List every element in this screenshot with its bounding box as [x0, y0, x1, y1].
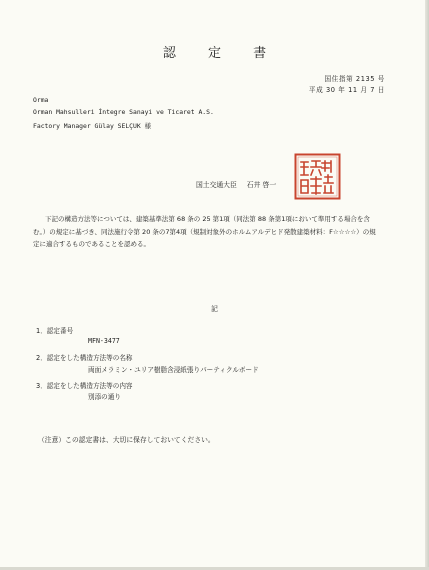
document-title: 認 定 書 — [162, 46, 281, 61]
issuer — [196, 179, 276, 189]
caution-note: （注意）この認定書は、大切に保存しておいてください。 — [38, 436, 215, 444]
item-1-heading: 1．認定番号 — [36, 327, 74, 335]
issuer-name: 石井 啓一 — [246, 181, 277, 189]
document-number: 国住指第 2135 号 — [324, 75, 385, 83]
page-edge-shadow — [425, 0, 429, 570]
item-2-value: 両面メラミン・ユリア樹脂含浸紙張りパーティクルボード — [88, 366, 259, 374]
item-1-value: MFN-3477 — [88, 337, 120, 345]
document-date: 平成 30 年 11 月 7 日 — [308, 86, 385, 94]
item-3-heading: 3．認定をした構造方法等の内容 — [36, 382, 133, 390]
recipient-person: Factory Manager Gülay SELÇUK 様 — [33, 122, 151, 130]
recipient-company: Orman Mahsulleri İntegre Sanayi ve Ticaret A.S. — [33, 108, 214, 116]
official-seal-icon — [294, 153, 341, 200]
section-marker: 記 — [211, 305, 218, 313]
recipient-line-1: Orma — [33, 96, 49, 104]
item-3-value: 別添の通り — [88, 393, 121, 401]
certification-statement: 下記の構造方法等については、建築基準法第 68 条の 25 第1項（同法第 88 条第1項において準用する場合を含む。）の規定に基づき、同法施行令第 20 条の7第4項（規制対象外のホルムアルデヒド発散建築材料：F☆☆☆☆）の規定に適合するものであることを認める。 — [33, 215, 376, 248]
issuer-title: 国土交通大臣 — [196, 181, 237, 189]
item-2-heading: 2．認定をした構造方法等の名称 — [36, 354, 133, 362]
